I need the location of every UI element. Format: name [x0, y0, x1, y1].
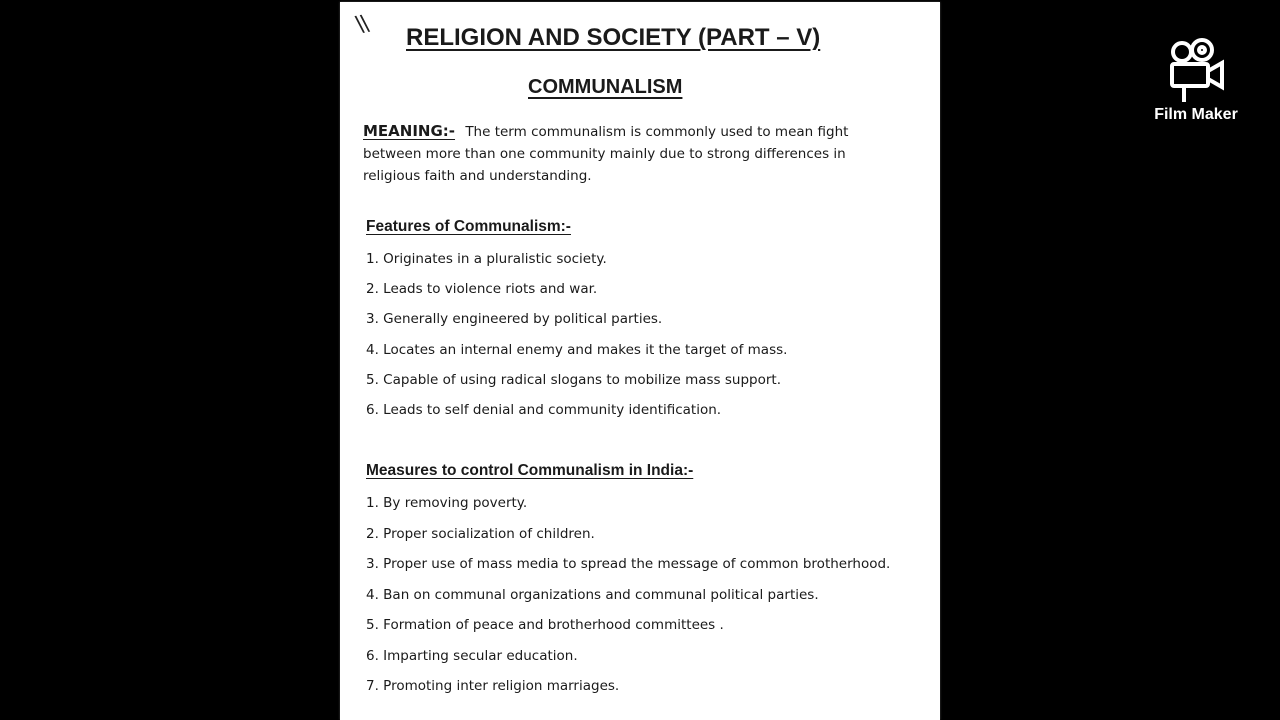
- list-item: 2. Leads to violence riots and war.: [366, 281, 598, 298]
- list-item: 5. Capable of using radical slogans to mobilize mass support.: [366, 371, 781, 388]
- document-page: [340, 2, 940, 720]
- list-item: 4. Ban on communal organizations and communal political parties.: [366, 586, 819, 603]
- list-item: 6. Leads to self denial and community identification.: [366, 401, 722, 418]
- list-item: 1. By removing poverty.: [366, 495, 528, 511]
- corner-mark: \\: [353, 11, 369, 38]
- watermark-label: Film Maker: [1154, 106, 1238, 123]
- meaning-text: The term communalism is commonly used to mean fight between more than one community mainly due to strong differences in religious faith and understanding.: [363, 124, 849, 184]
- film-maker-watermark: [1146, 38, 1246, 124]
- features-list: [366, 251, 787, 432]
- list-item: 7. Promoting inter religion marriages.: [366, 678, 620, 694]
- list-item: 4. Locates an internal enemy and makes it the target of mass.: [366, 341, 788, 358]
- meaning-label: MEANING:-: [363, 122, 456, 140]
- page-title: RELIGION AND SOCIETY (PART – V): [406, 24, 821, 51]
- meaning-paragraph: [363, 120, 853, 187]
- list-item: 1. Originates in a pluralistic society.: [366, 251, 607, 267]
- page-subtitle: COMMUNALISM: [528, 76, 683, 98]
- list-item: 3. Generally engineered by political parties.: [366, 311, 663, 328]
- list-item: 3. Proper use of mass media to spread the message of common brotherhood.: [366, 556, 891, 572]
- measures-heading: Measures to control Communalism in India:-: [366, 462, 694, 479]
- measures-list: [366, 495, 890, 709]
- movie-camera-icon: [1146, 38, 1246, 104]
- list-item: 2. Proper socialization of children.: [366, 525, 595, 542]
- list-item: 6. Imparting secular education.: [366, 647, 578, 664]
- list-item: 5. Formation of peace and brotherhood committees .: [366, 617, 724, 633]
- features-heading: Features of Communalism:-: [366, 218, 571, 235]
